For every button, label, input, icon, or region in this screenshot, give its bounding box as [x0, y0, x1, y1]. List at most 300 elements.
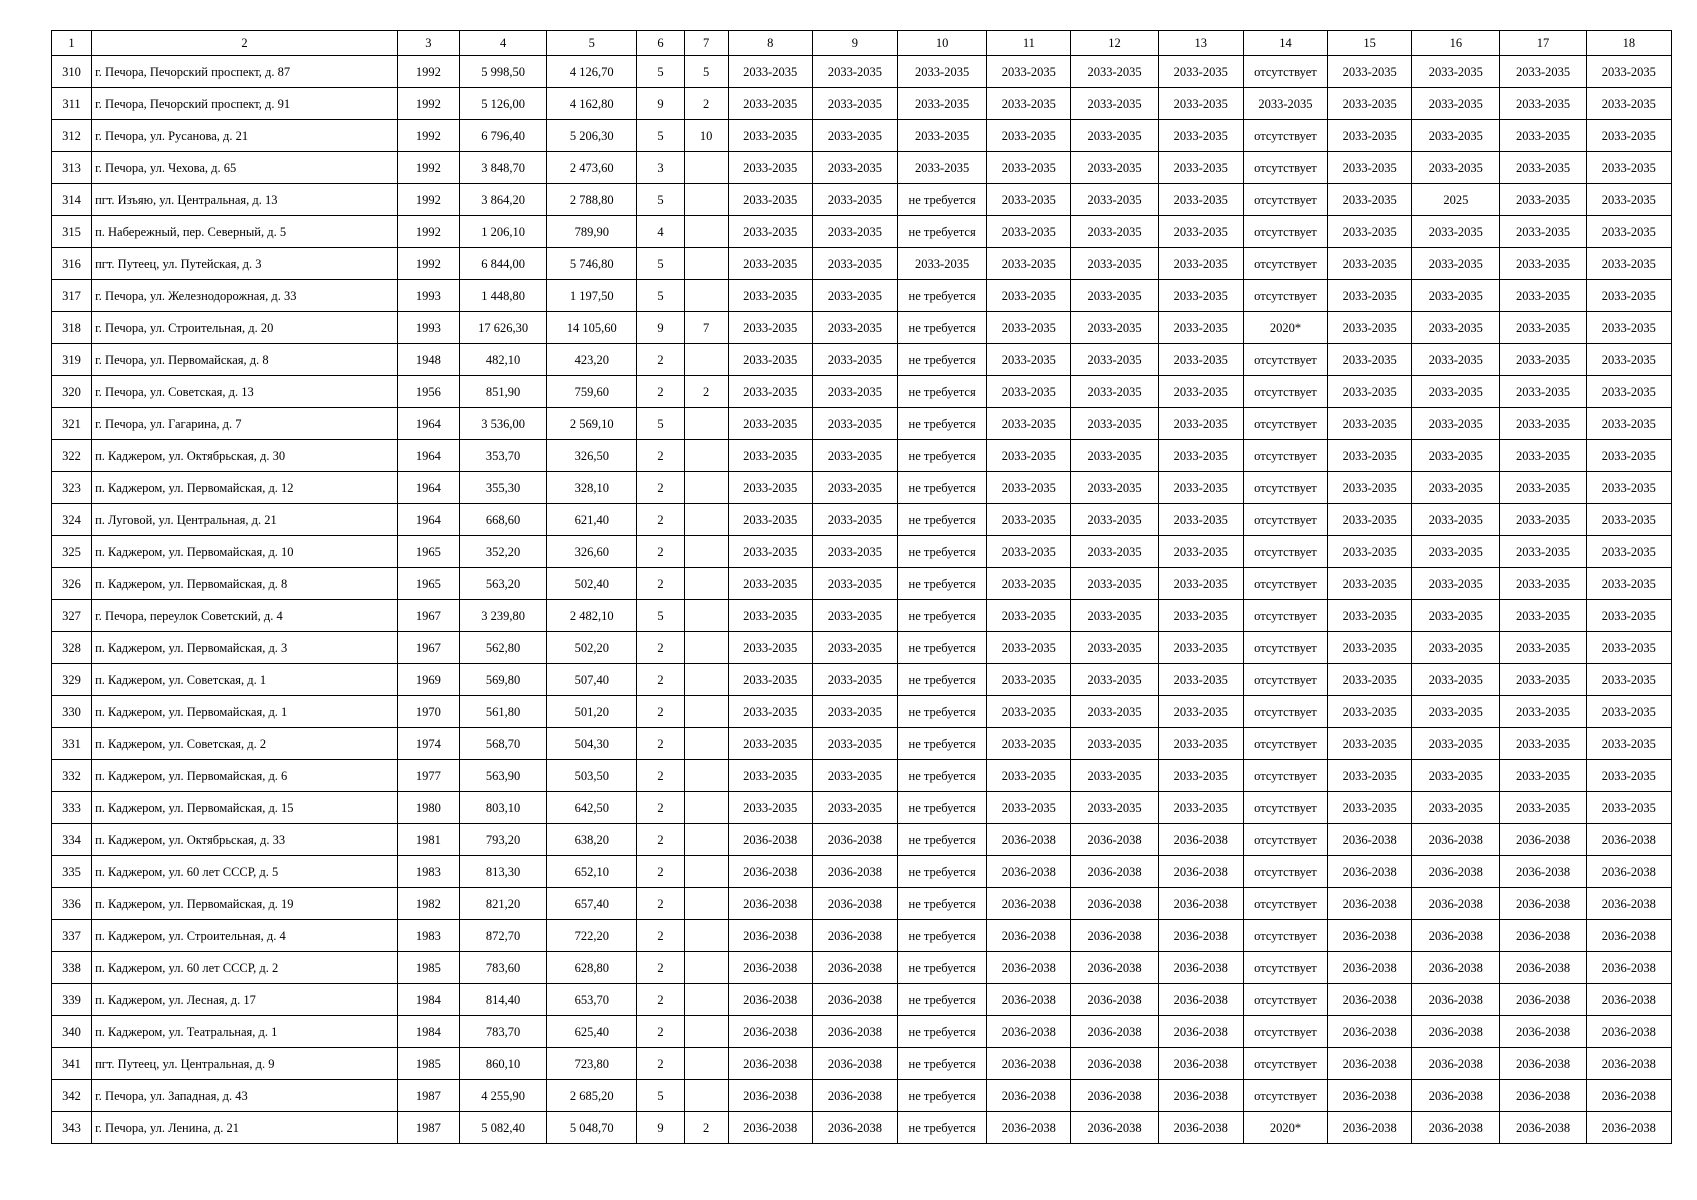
table-cell-col-8: 2036-2038 [728, 856, 812, 888]
table-cell-col-14: отсутствует [1243, 664, 1327, 696]
table-row [52, 120, 1672, 152]
table-cell-col-9: 2033-2035 [812, 536, 897, 568]
table-cell-col-4: 3 864,20 [459, 184, 546, 216]
table-cell-col-4: 872,70 [459, 920, 546, 952]
table-cell-col-5: 502,20 [547, 632, 637, 664]
table-row [52, 408, 1672, 440]
table-cell-col-16: 2033-2035 [1412, 152, 1500, 184]
table-cell-col-5: 2 569,10 [547, 408, 637, 440]
table-cell-col-2: п. Каджером, ул. Первомайская, д. 19 [92, 888, 398, 920]
table-cell-col-15: 2036-2038 [1328, 984, 1412, 1016]
column-header-10: 10 [898, 31, 987, 56]
table-row [52, 696, 1672, 728]
table-cell-col-14: отсутствует [1243, 376, 1327, 408]
table-cell-col-3: 1964 [397, 440, 459, 472]
table-cell-col-13: 2033-2035 [1158, 664, 1243, 696]
table-cell-col-8: 2033-2035 [728, 152, 812, 184]
table-cell-col-18: 2036-2038 [1586, 888, 1671, 920]
table-cell-col-5: 4 162,80 [547, 88, 637, 120]
table-cell-col-18: 2036-2038 [1586, 824, 1671, 856]
column-header-6: 6 [637, 31, 684, 56]
table-cell-col-10: не требуется [898, 792, 987, 824]
table-cell-col-7 [684, 888, 728, 920]
table-cell-col-1: 313 [52, 152, 92, 184]
table-cell-col-12: 2033-2035 [1071, 792, 1158, 824]
table-cell-col-5: 625,40 [547, 1016, 637, 1048]
table-cell-col-17: 2033-2035 [1500, 664, 1586, 696]
table-cell-col-14: отсутствует [1243, 1048, 1327, 1080]
table-cell-col-15: 2033-2035 [1328, 568, 1412, 600]
table-cell-col-9: 2033-2035 [812, 568, 897, 600]
table-cell-col-6: 2 [637, 344, 684, 376]
table-cell-col-2: п. Каджером, ул. Октябрьская, д. 30 [92, 440, 398, 472]
table-cell-col-1: 328 [52, 632, 92, 664]
table-cell-col-18: 2033-2035 [1586, 632, 1671, 664]
table-cell-col-11: 2033-2035 [987, 504, 1071, 536]
table-cell-col-3: 1983 [397, 856, 459, 888]
table-cell-col-16: 2033-2035 [1412, 376, 1500, 408]
table-cell-col-15: 2036-2038 [1328, 856, 1412, 888]
table-cell-col-4: 562,80 [459, 632, 546, 664]
table-cell-col-4: 793,20 [459, 824, 546, 856]
table-cell-col-5: 653,70 [547, 984, 637, 1016]
table-cell-col-5: 2 473,60 [547, 152, 637, 184]
table-cell-col-13: 2033-2035 [1158, 408, 1243, 440]
table-cell-col-14: отсутствует [1243, 440, 1327, 472]
table-cell-col-4: 5 082,40 [459, 1112, 546, 1144]
table-cell-col-3: 1987 [397, 1112, 459, 1144]
table-cell-col-18: 2033-2035 [1586, 600, 1671, 632]
column-header-16: 16 [1412, 31, 1500, 56]
table-row [52, 984, 1672, 1016]
table-cell-col-8: 2033-2035 [728, 760, 812, 792]
table-cell-col-2: п. Каджером, ул. Первомайская, д. 10 [92, 536, 398, 568]
table-cell-col-13: 2036-2038 [1158, 856, 1243, 888]
table-cell-col-11: 2033-2035 [987, 440, 1071, 472]
table-cell-col-6: 3 [637, 152, 684, 184]
table-cell-col-9: 2036-2038 [812, 856, 897, 888]
table-cell-col-7 [684, 920, 728, 952]
table-cell-col-8: 2033-2035 [728, 88, 812, 120]
table-cell-col-17: 2036-2038 [1500, 856, 1586, 888]
column-header-2: 2 [92, 31, 398, 56]
table-cell-col-3: 1974 [397, 728, 459, 760]
table-cell-col-2: п. Каджером, ул. Театральная, д. 1 [92, 1016, 398, 1048]
table-cell-col-10: не требуется [898, 632, 987, 664]
column-header-14: 14 [1243, 31, 1327, 56]
table-cell-col-9: 2033-2035 [812, 88, 897, 120]
table-cell-col-14: отсутствует [1243, 600, 1327, 632]
table-row [52, 856, 1672, 888]
repair-schedule-table [51, 30, 1672, 1144]
table-cell-col-17: 2036-2038 [1500, 1080, 1586, 1112]
table-cell-col-8: 2033-2035 [728, 56, 812, 88]
table-cell-col-1: 315 [52, 216, 92, 248]
table-cell-col-18: 2033-2035 [1586, 248, 1671, 280]
table-cell-col-4: 851,90 [459, 376, 546, 408]
table-cell-col-5: 14 105,60 [547, 312, 637, 344]
table-cell-col-9: 2033-2035 [812, 408, 897, 440]
table-cell-col-1: 325 [52, 536, 92, 568]
table-cell-col-17: 2033-2035 [1500, 216, 1586, 248]
table-cell-col-17: 2033-2035 [1500, 696, 1586, 728]
table-cell-col-10: не требуется [898, 536, 987, 568]
table-cell-col-4: 783,70 [459, 1016, 546, 1048]
table-row [52, 728, 1672, 760]
table-cell-col-6: 9 [637, 88, 684, 120]
table-cell-col-6: 2 [637, 792, 684, 824]
table-cell-col-14: отсутствует [1243, 408, 1327, 440]
table-cell-col-10: не требуется [898, 504, 987, 536]
table-cell-col-7 [684, 504, 728, 536]
table-row [52, 344, 1672, 376]
table-cell-col-14: отсутствует [1243, 216, 1327, 248]
table-cell-col-16: 2036-2038 [1412, 952, 1500, 984]
table-cell-col-8: 2036-2038 [728, 824, 812, 856]
table-cell-col-18: 2033-2035 [1586, 88, 1671, 120]
table-cell-col-2: г. Печора, ул. Гагарина, д. 7 [92, 408, 398, 440]
table-cell-col-6: 2 [637, 568, 684, 600]
table-cell-col-17: 2033-2035 [1500, 440, 1586, 472]
table-cell-col-10: не требуется [898, 184, 987, 216]
table-cell-col-17: 2036-2038 [1500, 888, 1586, 920]
table-row [52, 280, 1672, 312]
table-cell-col-16: 2033-2035 [1412, 88, 1500, 120]
table-cell-col-11: 2033-2035 [987, 568, 1071, 600]
table-cell-col-1: 338 [52, 952, 92, 984]
table-cell-col-11: 2036-2038 [987, 1048, 1071, 1080]
table-row [52, 88, 1672, 120]
table-row [52, 824, 1672, 856]
table-cell-col-3: 1965 [397, 536, 459, 568]
table-cell-col-1: 327 [52, 600, 92, 632]
table-cell-col-14: отсутствует [1243, 728, 1327, 760]
table-cell-col-15: 2036-2038 [1328, 952, 1412, 984]
table-cell-col-15: 2033-2035 [1328, 88, 1412, 120]
table-cell-col-7 [684, 792, 728, 824]
table-cell-col-14: 2020* [1243, 1112, 1327, 1144]
table-cell-col-3: 1964 [397, 472, 459, 504]
table-cell-col-12: 2036-2038 [1071, 1112, 1158, 1144]
table-cell-col-10: 2033-2035 [898, 152, 987, 184]
table-cell-col-8: 2036-2038 [728, 952, 812, 984]
table-cell-col-3: 1982 [397, 888, 459, 920]
table-cell-col-6: 2 [637, 760, 684, 792]
table-cell-col-12: 2033-2035 [1071, 152, 1158, 184]
table-cell-col-10: не требуется [898, 280, 987, 312]
table-cell-col-17: 2033-2035 [1500, 248, 1586, 280]
table-cell-col-7 [684, 760, 728, 792]
table-cell-col-1: 331 [52, 728, 92, 760]
table-cell-col-4: 1 448,80 [459, 280, 546, 312]
table-cell-col-2: п. Каджером, ул. Строительная, д. 4 [92, 920, 398, 952]
table-cell-col-5: 4 126,70 [547, 56, 637, 88]
table-cell-col-9: 2033-2035 [812, 376, 897, 408]
table-cell-col-18: 2033-2035 [1586, 728, 1671, 760]
table-cell-col-5: 759,60 [547, 376, 637, 408]
table-cell-col-9: 2036-2038 [812, 1080, 897, 1112]
table-cell-col-13: 2033-2035 [1158, 568, 1243, 600]
table-cell-col-15: 2033-2035 [1328, 760, 1412, 792]
table-cell-col-17: 2033-2035 [1500, 504, 1586, 536]
table-cell-col-4: 3 239,80 [459, 600, 546, 632]
table-cell-col-6: 2 [637, 696, 684, 728]
table-cell-col-11: 2033-2035 [987, 344, 1071, 376]
table-cell-col-17: 2036-2038 [1500, 1048, 1586, 1080]
table-cell-col-17: 2033-2035 [1500, 728, 1586, 760]
table-cell-col-11: 2036-2038 [987, 920, 1071, 952]
table-cell-col-5: 5 206,30 [547, 120, 637, 152]
table-cell-col-3: 1964 [397, 504, 459, 536]
table-cell-col-9: 2033-2035 [812, 120, 897, 152]
table-cell-col-14: отсутствует [1243, 760, 1327, 792]
table-cell-col-6: 2 [637, 504, 684, 536]
header-row [52, 31, 1672, 56]
table-cell-col-16: 2036-2038 [1412, 888, 1500, 920]
table-cell-col-4: 860,10 [459, 1048, 546, 1080]
table-cell-col-10: не требуется [898, 472, 987, 504]
table-cell-col-16: 2033-2035 [1412, 760, 1500, 792]
table-cell-col-5: 638,20 [547, 824, 637, 856]
table-cell-col-9: 2036-2038 [812, 1016, 897, 1048]
table-cell-col-9: 2033-2035 [812, 312, 897, 344]
table-cell-col-5: 722,20 [547, 920, 637, 952]
table-cell-col-7 [684, 536, 728, 568]
table-cell-col-13: 2033-2035 [1158, 312, 1243, 344]
table-cell-col-5: 652,10 [547, 856, 637, 888]
table-cell-col-14: отсутствует [1243, 184, 1327, 216]
table-row [52, 664, 1672, 696]
table-cell-col-12: 2033-2035 [1071, 632, 1158, 664]
table-cell-col-16: 2036-2038 [1412, 1112, 1500, 1144]
table-cell-col-13: 2036-2038 [1158, 888, 1243, 920]
table-cell-col-11: 2033-2035 [987, 632, 1071, 664]
table-cell-col-11: 2033-2035 [987, 408, 1071, 440]
table-cell-col-13: 2033-2035 [1158, 184, 1243, 216]
table-cell-col-14: отсутствует [1243, 536, 1327, 568]
table-cell-col-12: 2036-2038 [1071, 856, 1158, 888]
table-cell-col-15: 2033-2035 [1328, 408, 1412, 440]
table-cell-col-10: не требуется [898, 920, 987, 952]
table-row [52, 568, 1672, 600]
table-cell-col-14: отсутствует [1243, 696, 1327, 728]
table-cell-col-12: 2033-2035 [1071, 664, 1158, 696]
table-row [52, 1112, 1672, 1144]
table-cell-col-10: не требуется [898, 1016, 987, 1048]
table-row [52, 792, 1672, 824]
table-cell-col-7 [684, 1016, 728, 1048]
table-cell-col-17: 2036-2038 [1500, 824, 1586, 856]
table-cell-col-2: г. Печора, ул. Чехова, д. 65 [92, 152, 398, 184]
table-cell-col-3: 1967 [397, 632, 459, 664]
table-cell-col-11: 2036-2038 [987, 856, 1071, 888]
table-cell-col-5: 1 197,50 [547, 280, 637, 312]
table-cell-col-3: 1948 [397, 344, 459, 376]
table-cell-col-15: 2036-2038 [1328, 888, 1412, 920]
table-cell-col-16: 2036-2038 [1412, 984, 1500, 1016]
table-cell-col-2: г. Печора, ул. Западная, д. 43 [92, 1080, 398, 1112]
table-cell-col-17: 2033-2035 [1500, 568, 1586, 600]
table-cell-col-11: 2033-2035 [987, 472, 1071, 504]
table-cell-col-14: отсутствует [1243, 632, 1327, 664]
table-cell-col-2: п. Каджером, ул. 60 лет СССР, д. 2 [92, 952, 398, 984]
table-cell-col-11: 2033-2035 [987, 376, 1071, 408]
table-cell-col-12: 2033-2035 [1071, 696, 1158, 728]
table-cell-col-10: не требуется [898, 952, 987, 984]
table-row [52, 248, 1672, 280]
column-header-17: 17 [1500, 31, 1586, 56]
table-cell-col-12: 2033-2035 [1071, 440, 1158, 472]
table-cell-col-3: 1985 [397, 952, 459, 984]
table-cell-col-7 [684, 184, 728, 216]
table-cell-col-4: 5 126,00 [459, 88, 546, 120]
table-cell-col-13: 2033-2035 [1158, 152, 1243, 184]
table-cell-col-18: 2033-2035 [1586, 440, 1671, 472]
table-cell-col-6: 2 [637, 376, 684, 408]
table-cell-col-18: 2033-2035 [1586, 56, 1671, 88]
table-cell-col-6: 2 [637, 888, 684, 920]
table-cell-col-15: 2036-2038 [1328, 1048, 1412, 1080]
table-cell-col-7: 5 [684, 56, 728, 88]
column-header-8: 8 [728, 31, 812, 56]
table-cell-col-17: 2033-2035 [1500, 152, 1586, 184]
table-cell-col-10: не требуется [898, 600, 987, 632]
table-cell-col-11: 2033-2035 [987, 600, 1071, 632]
table-cell-col-8: 2033-2035 [728, 632, 812, 664]
table-cell-col-11: 2036-2038 [987, 888, 1071, 920]
table-cell-col-7: 7 [684, 312, 728, 344]
table-cell-col-15: 2033-2035 [1328, 600, 1412, 632]
table-cell-col-7 [684, 952, 728, 984]
table-cell-col-13: 2033-2035 [1158, 728, 1243, 760]
table-cell-col-3: 1964 [397, 408, 459, 440]
table-cell-col-8: 2033-2035 [728, 248, 812, 280]
table-cell-col-7 [684, 1080, 728, 1112]
table-cell-col-4: 813,30 [459, 856, 546, 888]
table-cell-col-3: 1970 [397, 696, 459, 728]
table-cell-col-16: 2033-2035 [1412, 696, 1500, 728]
table-cell-col-16: 2033-2035 [1412, 408, 1500, 440]
table-cell-col-5: 5 048,70 [547, 1112, 637, 1144]
table-cell-col-14: отсутствует [1243, 568, 1327, 600]
table-cell-col-15: 2033-2035 [1328, 376, 1412, 408]
table-cell-col-1: 319 [52, 344, 92, 376]
table-cell-col-8: 2036-2038 [728, 984, 812, 1016]
table-cell-col-1: 312 [52, 120, 92, 152]
table-cell-col-6: 5 [637, 56, 684, 88]
table-cell-col-12: 2033-2035 [1071, 728, 1158, 760]
table-cell-col-8: 2036-2038 [728, 888, 812, 920]
table-cell-col-6: 2 [637, 1048, 684, 1080]
table-cell-col-5: 507,40 [547, 664, 637, 696]
table-cell-col-1: 343 [52, 1112, 92, 1144]
table-cell-col-18: 2033-2035 [1586, 184, 1671, 216]
table-cell-col-18: 2033-2035 [1586, 152, 1671, 184]
column-header-11: 11 [987, 31, 1071, 56]
column-header-1: 1 [52, 31, 92, 56]
table-cell-col-17: 2033-2035 [1500, 536, 1586, 568]
table-cell-col-9: 2033-2035 [812, 728, 897, 760]
table-cell-col-13: 2033-2035 [1158, 472, 1243, 504]
table-cell-col-15: 2033-2035 [1328, 56, 1412, 88]
table-cell-col-13: 2033-2035 [1158, 56, 1243, 88]
table-cell-col-17: 2033-2035 [1500, 120, 1586, 152]
table-cell-col-3: 1993 [397, 280, 459, 312]
table-cell-col-5: 2 685,20 [547, 1080, 637, 1112]
table-cell-col-7: 2 [684, 88, 728, 120]
column-header-9: 9 [812, 31, 897, 56]
table-cell-col-15: 2033-2035 [1328, 248, 1412, 280]
table-cell-col-2: г. Печора, Печорский проспект, д. 87 [92, 56, 398, 88]
table-cell-col-3: 1985 [397, 1048, 459, 1080]
table-cell-col-7 [684, 856, 728, 888]
table-cell-col-5: 5 746,80 [547, 248, 637, 280]
table-cell-col-6: 2 [637, 664, 684, 696]
table-cell-col-9: 2036-2038 [812, 1048, 897, 1080]
table-cell-col-9: 2036-2038 [812, 824, 897, 856]
table-cell-col-10: не требуется [898, 1112, 987, 1144]
table-cell-col-14: отсутствует [1243, 344, 1327, 376]
table-cell-col-12: 2033-2035 [1071, 568, 1158, 600]
table-cell-col-10: 2033-2035 [898, 56, 987, 88]
table-cell-col-8: 2033-2035 [728, 568, 812, 600]
table-cell-col-7 [684, 568, 728, 600]
table-cell-col-14: отсутствует [1243, 1016, 1327, 1048]
table-row [52, 472, 1672, 504]
table-cell-col-11: 2033-2035 [987, 88, 1071, 120]
table-cell-col-7 [684, 344, 728, 376]
table-cell-col-5: 501,20 [547, 696, 637, 728]
table-cell-col-11: 2033-2035 [987, 664, 1071, 696]
table-cell-col-6: 2 [637, 440, 684, 472]
table-cell-col-6: 5 [637, 120, 684, 152]
table-cell-col-18: 2036-2038 [1586, 1016, 1671, 1048]
table-cell-col-5: 723,80 [547, 1048, 637, 1080]
table-cell-col-15: 2036-2038 [1328, 1080, 1412, 1112]
table-cell-col-7 [684, 664, 728, 696]
table-cell-col-5: 2 788,80 [547, 184, 637, 216]
table-cell-col-18: 2036-2038 [1586, 1112, 1671, 1144]
table-cell-col-11: 2036-2038 [987, 1080, 1071, 1112]
table-cell-col-14: отсутствует [1243, 472, 1327, 504]
table-cell-col-8: 2033-2035 [728, 728, 812, 760]
table-cell-col-3: 1992 [397, 120, 459, 152]
table-cell-col-1: 321 [52, 408, 92, 440]
table-cell-col-8: 2036-2038 [728, 920, 812, 952]
table-row [52, 1080, 1672, 1112]
table-cell-col-13: 2036-2038 [1158, 1048, 1243, 1080]
table-cell-col-16: 2033-2035 [1412, 792, 1500, 824]
table-cell-col-8: 2033-2035 [728, 536, 812, 568]
table-cell-col-4: 482,10 [459, 344, 546, 376]
table-cell-col-13: 2033-2035 [1158, 248, 1243, 280]
table-cell-col-4: 561,80 [459, 696, 546, 728]
table-cell-col-7 [684, 1048, 728, 1080]
table-cell-col-18: 2033-2035 [1586, 792, 1671, 824]
table-cell-col-12: 2033-2035 [1071, 56, 1158, 88]
table-cell-col-8: 2036-2038 [728, 1080, 812, 1112]
table-cell-col-17: 2033-2035 [1500, 56, 1586, 88]
table-cell-col-15: 2033-2035 [1328, 216, 1412, 248]
table-cell-col-2: г. Печора, переулок Советский, д. 4 [92, 600, 398, 632]
table-cell-col-4: 814,40 [459, 984, 546, 1016]
table-cell-col-13: 2036-2038 [1158, 1016, 1243, 1048]
table-cell-col-17: 2033-2035 [1500, 632, 1586, 664]
table-cell-col-16: 2033-2035 [1412, 536, 1500, 568]
table-cell-col-1: 333 [52, 792, 92, 824]
table-cell-col-7 [684, 408, 728, 440]
table-cell-col-1: 334 [52, 824, 92, 856]
